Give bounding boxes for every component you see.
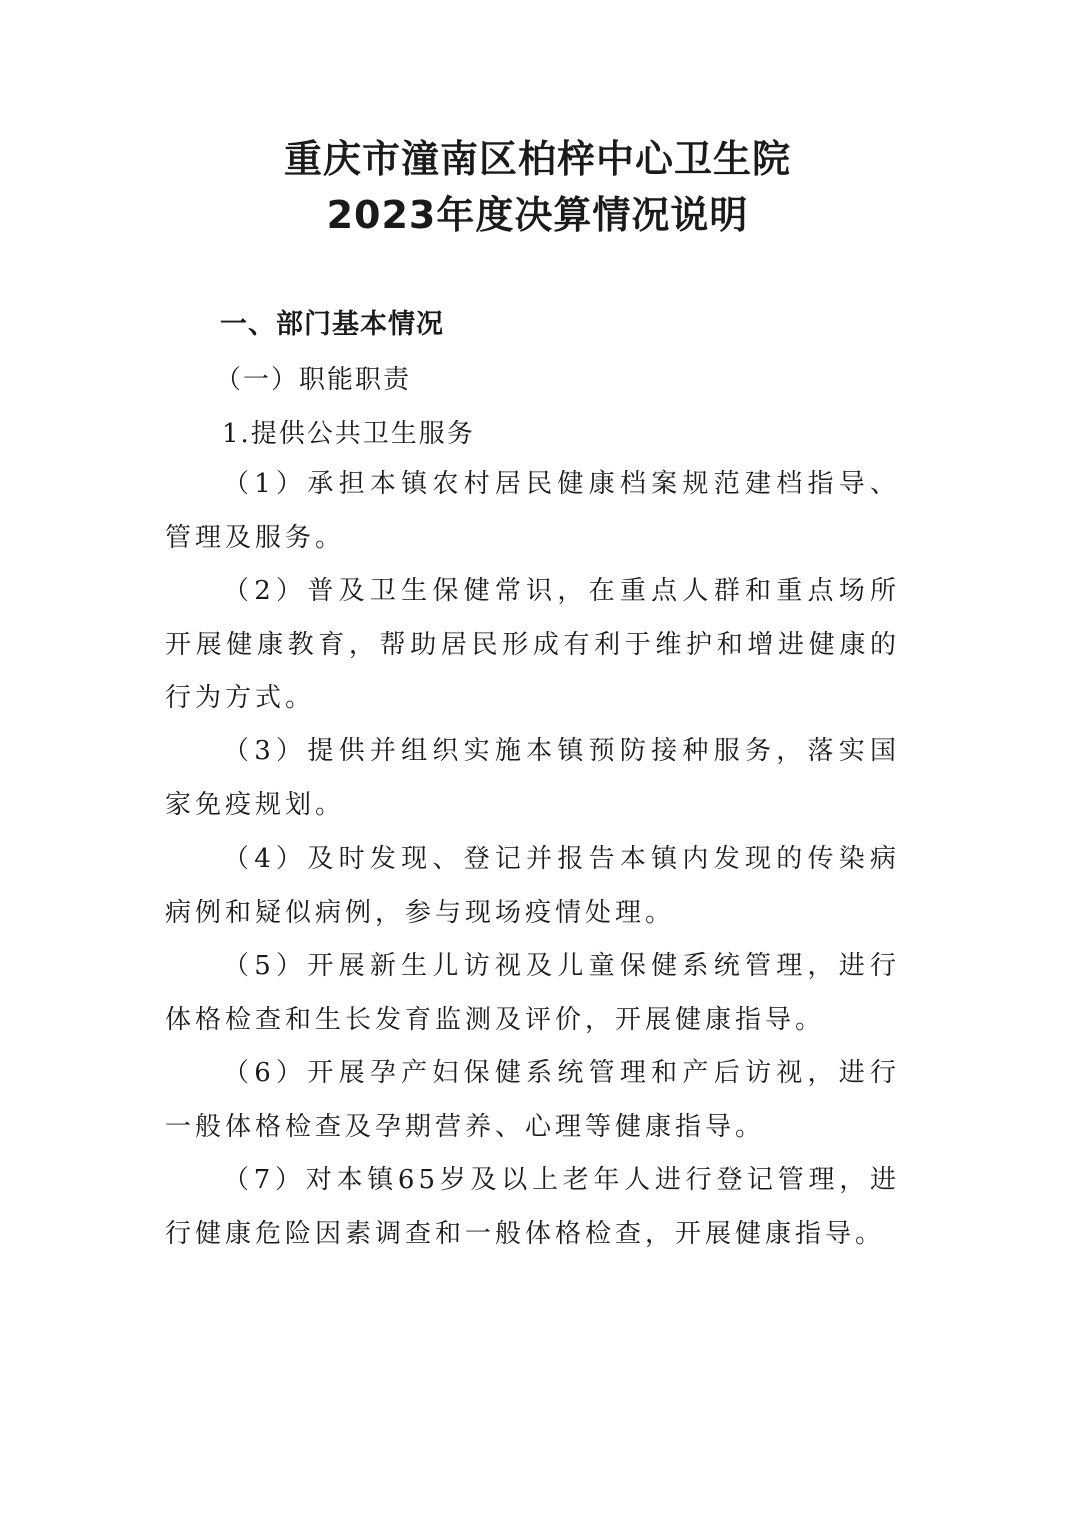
paragraph-2: （2）普及卫生保健常识，在重点人群和重点场所开展健康教育，帮助居民形成有利于维护和增进健康的行为方式。: [165, 576, 900, 713]
item-heading: 1.提供公共卫生服务: [222, 419, 475, 449]
paragraph-6: （6）开展孕产妇保健系统管理和产后访视，进行一般体格检查及孕期营养、心理等健康指导。: [165, 1058, 900, 1142]
paragraph-7: （7）对本镇65岁及以上老年人进行登记管理，进行健康危险因素调查和一般体格检查，开展健康指导。: [165, 1165, 900, 1249]
document-title-line-2: 2023年度决算情况说明: [326, 193, 749, 237]
document-title-line-1: 重庆市潼南区柏梓中心卫生院: [283, 137, 791, 181]
paragraph-3: （3）提供并组织实施本镇预防接种服务，落实国家免疫规划。: [165, 736, 900, 820]
paragraph-5: （5）开展新生儿访视及儿童保健系统管理，进行体格检查和生长发育监测及评价，开展健康指导。: [165, 951, 900, 1035]
section-heading: 一、部门基本情况: [220, 309, 444, 340]
subsection-heading: （一）职能职责: [215, 365, 412, 395]
paragraph-1: （1）承担本镇农村居民健康档案规范建档指导、管理及服务。: [165, 469, 900, 553]
paragraph-4: （4）及时发现、登记并报告本镇内发现的传染病病例和疑似病例，参与现场疫情处理。: [165, 844, 900, 928]
